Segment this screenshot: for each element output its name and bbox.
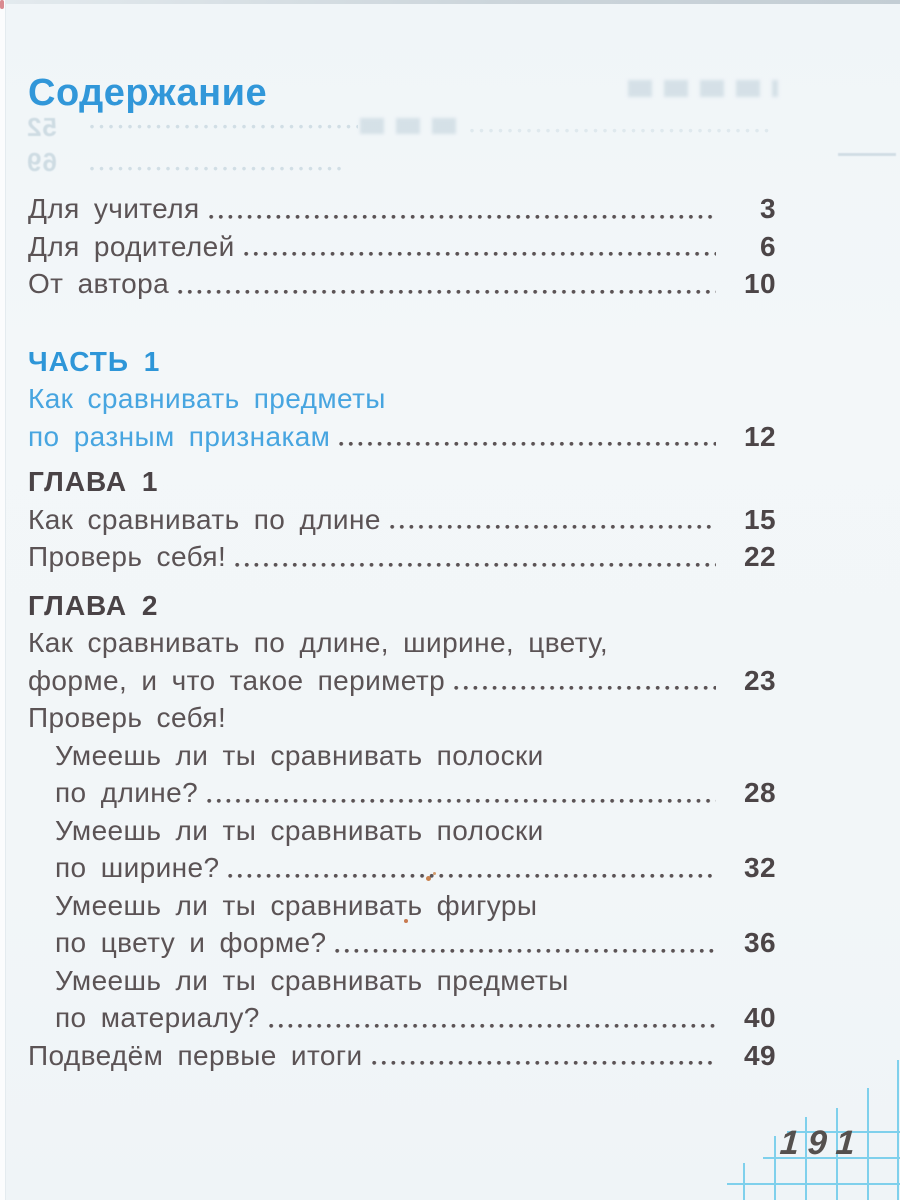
folio-page-number: 191 [778, 1124, 866, 1162]
table-of-contents [28, 190, 776, 1074]
toc-entry-label: по ширине? [55, 852, 220, 883]
toc-entry [28, 228, 776, 266]
bleed-through-dots [470, 128, 770, 134]
toc-entry-label: Для родителей [28, 230, 235, 262]
dot-leader [269, 1023, 716, 1029]
page-title: Содержание [28, 72, 268, 114]
dust-speck [0, 0, 4, 9]
toc-entry-label: Проверь себя! [28, 541, 227, 572]
toc-entry-label: Проверь себя! [28, 702, 227, 733]
chapter-header: ГЛАВА 2 [28, 589, 159, 621]
part-header: ЧАСТЬ 1 [28, 345, 161, 377]
toc-entry-page: 10 [744, 268, 776, 299]
toc-entry [28, 662, 776, 700]
grid-line [727, 1183, 900, 1185]
toc-subentry [28, 737, 776, 775]
toc-entry-page: 3 [760, 193, 776, 224]
toc-subentry [28, 999, 776, 1037]
bleed-through-header-blob [628, 80, 778, 97]
dot-leader [178, 289, 716, 295]
dot-leader [372, 1060, 716, 1066]
dot-leader [390, 524, 716, 530]
toc-subentry [28, 887, 776, 925]
toc-entry-page: 32 [744, 852, 776, 883]
toc-entry-label: Как сравнивать предметы [28, 383, 386, 414]
toc-entry-label: по цвету и форме? [55, 927, 327, 958]
toc-entry [28, 1037, 776, 1075]
bleed-through-number: 52 [26, 112, 57, 142]
toc-entry-page: 12 [744, 420, 776, 452]
bleed-through-text-blob [360, 118, 460, 134]
dot-leader [339, 441, 716, 447]
toc-entry [28, 265, 776, 303]
toc-subentry [28, 962, 776, 1000]
toc-entry-label: Как сравнивать по длине, ширине, цвету, [28, 627, 609, 658]
toc-entry-page: 28 [744, 777, 776, 808]
scan-top-edge [0, 0, 900, 4]
toc-entry [28, 624, 776, 662]
dot-leader [207, 798, 716, 804]
dot-leader [235, 562, 716, 568]
toc-entry [28, 538, 776, 576]
toc-entry-label: Умеешь ли ты сравнивать предметы [55, 964, 569, 996]
toc-entry-page: 6 [760, 230, 776, 262]
chapter-header: ГЛАВА 1 [28, 466, 159, 497]
toc-subentry [28, 774, 776, 812]
dot-leader [335, 948, 716, 954]
toc-entry-label: Умеешь ли ты сравнивать фигуры [55, 889, 538, 921]
toc-entry [28, 190, 776, 228]
part-header-row [28, 343, 776, 381]
toc-entry-page: 49 [744, 1039, 776, 1071]
toc-entry [28, 699, 776, 737]
toc-subentry [28, 924, 776, 962]
grid-line [774, 1136, 776, 1200]
toc-subentry [28, 812, 776, 850]
toc-entry [28, 418, 776, 456]
toc-subentry [28, 849, 776, 887]
dot-leader [454, 685, 716, 691]
bleed-through-dots [90, 166, 345, 172]
toc-entry-label: по длине? [55, 777, 199, 808]
dot-leader [244, 251, 716, 257]
toc-entry-label: Для учителя [28, 193, 200, 224]
toc-entry-label: Подведём первые итоги [28, 1039, 363, 1071]
toc-entry-label: Как сравнивать по длине [28, 503, 381, 535]
grid-line [897, 1060, 899, 1200]
bleed-through-number: 69 [26, 147, 57, 177]
scan-left-edge [0, 0, 6, 1200]
toc-entry-page: 23 [744, 664, 776, 696]
toc-entry-label: форме, и что такое периметр [28, 664, 446, 696]
toc-entry-page: 15 [744, 503, 776, 535]
bleed-through-dots [90, 124, 358, 130]
toc-entry [28, 501, 776, 539]
toc-entry-label: по материалу? [55, 1002, 260, 1033]
dot-leader [228, 873, 716, 879]
toc-entry-page: 40 [744, 1002, 776, 1033]
toc-entry-page: 36 [744, 927, 776, 958]
toc-entry [28, 380, 776, 418]
toc-entry-label: От автора [28, 268, 170, 299]
chapter-header-row [28, 463, 776, 501]
dot-leader [209, 214, 716, 220]
toc-entry-page: 22 [744, 541, 776, 572]
grid-line [743, 1163, 745, 1200]
chapter-header-row [28, 587, 776, 625]
toc-entry-label: Умеешь ли ты сравнивать полоски [55, 739, 544, 771]
bleed-through-dash [838, 153, 896, 156]
toc-entry-label: по разным признакам [28, 420, 331, 452]
toc-entry-label: Умеешь ли ты сравнивать полоски [55, 814, 544, 846]
